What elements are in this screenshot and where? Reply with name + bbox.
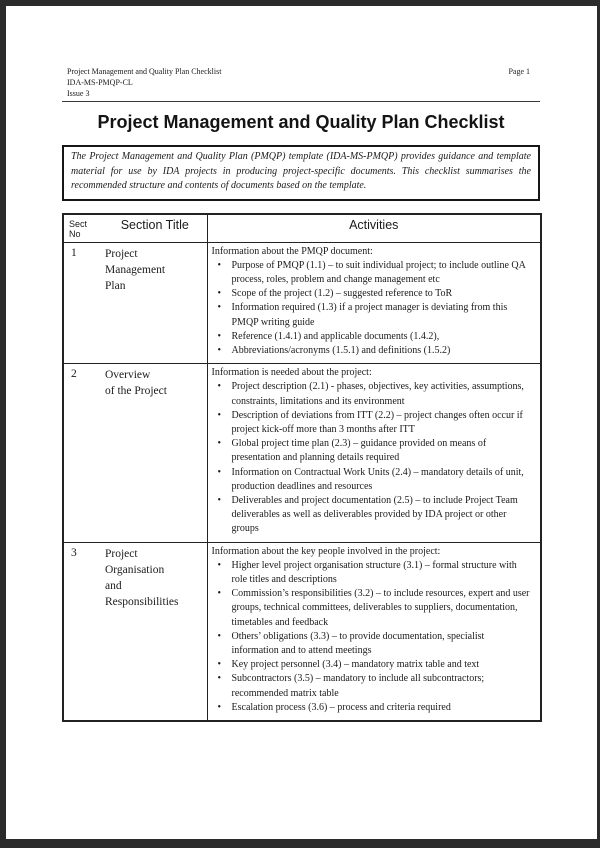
activity-bullet: • Global project time plan (2.3) – guidance provided on means of presentation and planning details required	[212, 437, 535, 465]
activity-bullet: • Subcontractors (3.5) – mandatory to include all subcontractors; recommended matrix table	[212, 672, 535, 700]
activity-bullet: • Information required (1.3) if a project manager is deviating from this PMQP writing guide	[212, 301, 535, 329]
activity-bullet: • Scope of the project (1.2) – suggested reference to ToR	[212, 287, 535, 301]
document-title: Project Management and Quality Plan Checklist	[97, 112, 505, 132]
activities-lead: Information is needed about the project:	[211, 367, 372, 379]
activity-bullet: • Information on Contractual Work Units (2.4) – mandatory details of unit, production deadlines and resources	[212, 466, 535, 494]
activity-bullet: • Commission’s responsibilities (3.2) – to include resources, expert and user groups, technical committees, deliverables to suppliers, documentation, timetables and feedback	[212, 587, 535, 630]
activities-lead: Information about the PMQP document:	[211, 245, 373, 257]
sect-no-cell: 2	[63, 364, 103, 542]
activity-bullet: • Project description (2.1) - phases, objectives, key activities, assumptions, constraints, limitations and its environment	[212, 380, 535, 408]
activity-bullet: • Reference (1.4.1) and applicable documents (1.4.2),	[212, 330, 535, 344]
table-row	[63, 242, 541, 364]
table-header	[63, 214, 541, 243]
activities-lead: Information about the key people involved in the project:	[211, 545, 441, 557]
activity-bullet: • Key project personnel (3.4) – mandatory matrix table and text	[212, 658, 535, 672]
table-row	[63, 542, 541, 721]
activity-bullet: • Description of deviations from ITT (2.2) – project changes often occur if project kick-off more than 3 months after ITT	[212, 409, 535, 437]
sect-no-cell: 3	[63, 542, 103, 721]
sect-no-cell: 1	[71, 246, 77, 259]
activity-bullet: • Higher level project organisation structure (3.1) – formal structure with role titles and descriptions	[212, 559, 535, 587]
running-header-doc-id: IDA-MS-PMQP-CL	[67, 78, 133, 87]
table-body	[63, 242, 541, 721]
activities-bullet-list	[212, 259, 535, 358]
activity-bullet: • Others’ obligations (3.3) – to provide documentation, specialist information and to attend meetings	[212, 630, 535, 658]
activities-cell	[207, 242, 541, 364]
section-title-cell: Project Management Plan	[105, 247, 166, 292]
running-header-left	[67, 66, 221, 99]
table-row	[63, 364, 541, 542]
activity-bullet: • Escalation process (3.6) – process and criteria required	[212, 701, 535, 715]
column-header-section-title: Section Title	[103, 214, 207, 243]
activities-cell	[207, 364, 541, 542]
running-header	[62, 66, 540, 102]
activities-cell	[207, 542, 541, 721]
activity-bullet: • Deliverables and project documentation (2.5) – to include Project Team deliverables as well as deliverables provided by IDA project or other groups	[212, 494, 535, 537]
page-number: Page 1	[508, 67, 530, 76]
sect-no-header-line1: Sect	[69, 218, 88, 229]
checklist-table	[62, 213, 542, 723]
column-header-activities: Activities	[207, 214, 541, 243]
document-page	[6, 6, 597, 839]
section-title-cell: Project Organisation and Responsibilities	[103, 542, 207, 721]
activities-bullet-list	[212, 380, 535, 536]
section-title-cell: Overview of the Project	[103, 364, 207, 542]
activity-bullet: • Purpose of PMQP (1.1) – to suit individual project; to include outline QA process, roles, problem and change management etc	[212, 259, 535, 287]
sect-no-header-line2: No	[69, 228, 81, 239]
activity-bullet: • Abbreviations/acronyms (1.5.1) and definitions (1.5.2)	[212, 344, 535, 358]
activities-bullet-list	[212, 559, 535, 715]
running-header-issue: Issue 3	[67, 89, 90, 98]
running-header-doc-title: Project Management and Quality Plan Checklist	[67, 67, 222, 76]
column-header-sect-no	[63, 214, 103, 243]
table-header-row	[63, 214, 541, 243]
intro-paragraph-box: The Project Management and Quality Plan (PMQP) template (IDA-MS-PMQP) provides guidance and template material for use by IDA projects in producing project-specific documents. This checklist summarises the recommended structure and contents of documents based on the template.	[62, 145, 540, 201]
page-content	[6, 6, 597, 722]
